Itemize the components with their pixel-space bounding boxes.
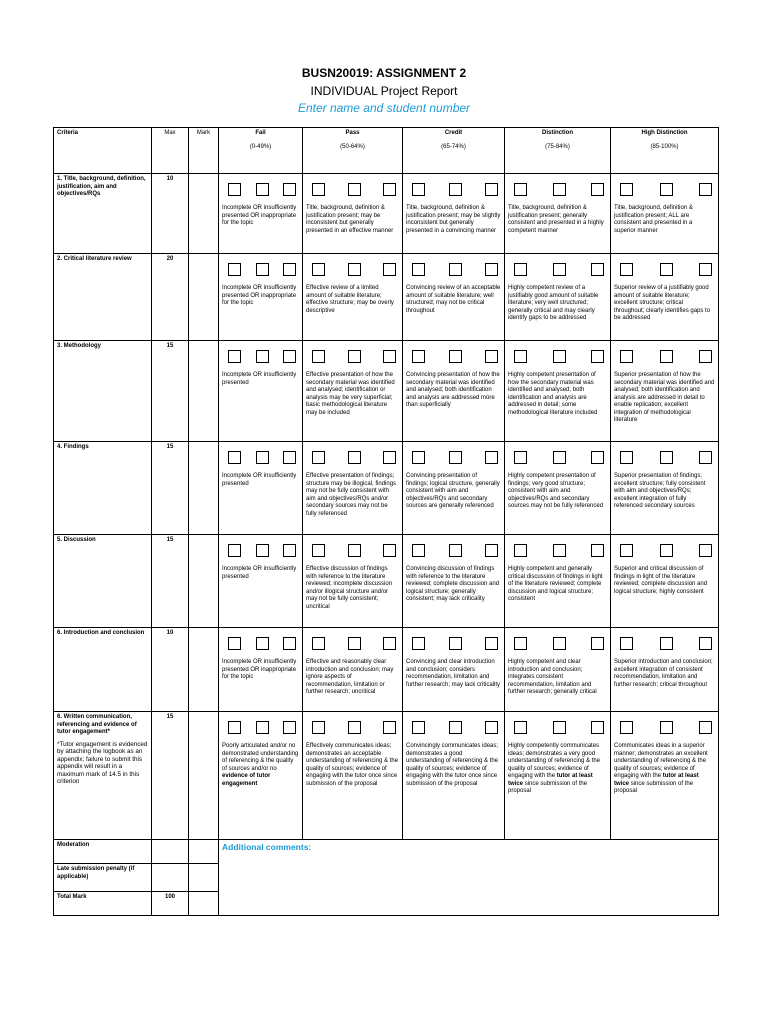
checkbox[interactable] [449,721,462,734]
criterion-max: 15 [152,341,189,442]
grade-cell-pass: Effective discussion of findings with reference to the literature reviewed; incomplete discussion and/or illogical structure and/or may not be fully consistent; uncritical [303,535,403,628]
grade-cell-pass: Effective and reasonably clear introduction and conclusion; may ignore aspects of recommendation, limitation or further research; uncritical [303,628,403,712]
tutor-engagement-note: *Tutor engagement is evidenced by attaching the logbook as an appendix; failure to submit this appendix will result in a maximum mark of 14.5 in this criterion [57,740,148,786]
checkbox[interactable] [228,350,241,363]
total-label: Total Mark [54,892,152,916]
grade-cell-pass: Effective presentation of findings; structure may be illogical, findings may not be fully consistent with aim and objectives/RQs and/or secondary sources may not be fully referenced [303,442,403,535]
table-row [54,712,719,840]
grade-cell-credit: Convincing review of an acceptable amount of suitable literature; well structured; may not be critical throughout [403,254,505,341]
grade-cell-fail: Incomplete OR insufficiently presented OR inappropriate for the topic [219,254,303,341]
mark-cell[interactable] [189,712,219,840]
criterion-label: 6. Introduction and conclusion [54,628,152,712]
checkbox[interactable] [228,451,241,464]
checkbox[interactable] [312,263,325,276]
checkbox[interactable] [699,544,712,557]
criterion-label: 4. Findings [54,442,152,535]
criterion-max: 15 [152,442,189,535]
checkbox[interactable] [485,183,498,196]
checkbox[interactable] [591,721,604,734]
checkbox[interactable] [449,637,462,650]
criterion-max: 15 [152,535,189,628]
criterion-max: 10 [152,174,189,254]
marking-rubric-table [53,127,719,916]
grade-cell-credit: Convincingly communicates ideas; demonstrates a good understanding of referencing & the quality of sources; evidence of engaging with the tutor once since submission of the proposal [403,712,505,840]
mark-cell[interactable] [189,341,219,442]
checkbox[interactable] [553,637,566,650]
checkbox[interactable] [553,721,566,734]
checkbox[interactable] [348,544,361,557]
checkbox[interactable] [383,451,396,464]
grade-cell-fail: Incomplete OR insufficiently presented [219,341,303,442]
checkbox[interactable] [660,183,673,196]
checkbox[interactable] [283,544,296,557]
grade-cell-distinction: Title, background, definition & justification present; generally consistent and presented in a highly competent manner [505,174,611,254]
moderation-label: Moderation [54,840,152,864]
checkbox[interactable] [312,637,325,650]
checkbox[interactable] [256,637,269,650]
checkbox[interactable] [412,637,425,650]
checkbox[interactable] [553,451,566,464]
criterion-max: 20 [152,254,189,341]
checkbox[interactable] [383,183,396,196]
max-header: Max [152,128,189,174]
checkbox[interactable] [553,544,566,557]
checkbox[interactable] [553,350,566,363]
checkbox[interactable] [228,544,241,557]
table-row [54,341,719,442]
checkbox[interactable] [591,183,604,196]
checkbox[interactable] [553,263,566,276]
checkbox[interactable] [620,451,633,464]
checkbox[interactable] [283,183,296,196]
checkbox[interactable] [514,721,527,734]
checkbox[interactable] [283,721,296,734]
checkbox[interactable] [348,183,361,196]
grade-cell-high-distinction: Superior presentation of how the secondary material was identified and analysed; both identification and analysis are addressed in detail to enable replication; excellent integration of methodological literature [611,341,719,442]
grade-cell-fail: Incomplete OR insufficiently presented [219,535,303,628]
additional-comments-field[interactable] [219,840,719,916]
grade-cell-fail: Incomplete OR insufficiently presented OR inappropriate for the topic [219,174,303,254]
grade-cell-distinction: Highly competent and clear introduction and conclusion; integrates consistent recommendation, limitation and further research; generally critical [505,628,611,712]
grade-cell-credit: Title, background, definition & justification present; may be slightly inconsistent but generally presented in a convincing manner [403,174,505,254]
criteria-header: Criteria [54,128,152,174]
grade-cell-high-distinction: Communicates ideas in a superior manner; demonstrates an excellent understanding of referencing & the quality of sources; evidence of engaging with the tutor at least twice since submission of the proposal [611,712,719,840]
checkbox[interactable] [699,451,712,464]
checkbox[interactable] [514,263,527,276]
table-row [54,174,719,254]
moderation-row [54,840,719,864]
checkbox[interactable] [620,721,633,734]
checkbox[interactable] [660,451,673,464]
criterion-max: 10 [152,628,189,712]
checkbox[interactable] [312,183,325,196]
checkbox[interactable] [660,544,673,557]
moderation-mark[interactable] [189,840,219,864]
grade-cell-distinction: Highly competently communicates ideas; demonstrates a very good understanding of referencing & the quality of sources; evidence of engaging with the tutor at least twice since submission of the proposal [505,712,611,840]
checkbox[interactable] [228,183,241,196]
rubric-header-row [54,128,719,174]
checkbox[interactable] [699,263,712,276]
checkbox[interactable] [620,637,633,650]
checkbox[interactable] [383,263,396,276]
checkbox[interactable] [383,637,396,650]
checkbox[interactable] [591,451,604,464]
checkbox[interactable] [412,183,425,196]
grade-cell-distinction: Highly competent presentation of how the secondary material was identified and analysed; both identification and analysis are addressed in detail; some methodological literature included [505,341,611,442]
checkbox[interactable] [485,263,498,276]
mark-header: Mark [189,128,219,174]
checkbox[interactable] [312,544,325,557]
checkbox[interactable] [283,350,296,363]
checkbox[interactable] [348,721,361,734]
checkbox[interactable] [591,263,604,276]
grade-cell-fail: Poorly articulated and/or no demonstrated understanding of referencing & the quality of sources and/or no evidence of tutor engagement [219,712,303,840]
checkbox[interactable] [514,183,527,196]
checkbox[interactable] [553,183,566,196]
checkbox[interactable] [348,451,361,464]
checkbox[interactable] [348,637,361,650]
checkbox[interactable] [699,721,712,734]
grade-cell-pass: Effectively communicates ideas; demonstrates an acceptable understanding of referencing & the quality of sources; evidence of engaging with the tutor once since submission of the proposal [303,712,403,840]
checkbox[interactable] [699,637,712,650]
checkbox[interactable] [620,544,633,557]
grade-header-high-distinction: High Distinction (85-100%) [611,128,719,174]
late-penalty-mark[interactable] [189,864,219,892]
checkbox[interactable] [485,451,498,464]
grade-cell-pass: Effective presentation of how the secondary material was identified and analysed; identification or analysis may be very superficial; basic methodological literature may be included [303,341,403,442]
criterion-label: 1. Title, background, definition, justification, aim and objectives/RQs [54,174,152,254]
checkbox[interactable] [383,544,396,557]
checkbox[interactable] [412,350,425,363]
checkbox[interactable] [660,350,673,363]
table-row [54,254,719,341]
student-name-placeholder[interactable]: Enter name and student number [297,101,471,115]
checkbox[interactable] [514,350,527,363]
checkbox[interactable] [348,263,361,276]
late-penalty-label: Late submission penalty (if applicable) [54,864,152,892]
checkbox[interactable] [383,721,396,734]
checkbox[interactable] [485,721,498,734]
mark-cell[interactable] [189,254,219,341]
checkbox[interactable] [228,721,241,734]
criterion-max: 15 [152,712,189,840]
grade-cell-distinction: Highly competent presentation of findings; very good structure; consistent with aim and objectives/RQs and secondary sources may not be fully referenced [505,442,611,535]
checkbox[interactable] [412,451,425,464]
mark-cell[interactable] [189,442,219,535]
grade-cell-high-distinction: Superior review of a justifiably good amount of suitable literature; excellent structure; critical throughout; clearly identifies gaps to be addressed [611,254,719,341]
checkbox[interactable] [256,263,269,276]
checkbox[interactable] [383,350,396,363]
mark-cell[interactable] [189,535,219,628]
assignment-title: BUSN20019: ASSIGNMENT 2 [301,66,467,80]
grade-cell-fail: Incomplete OR insufficiently presented [219,442,303,535]
table-row [54,442,719,535]
checkbox[interactable] [256,350,269,363]
additional-comments-label: Additional comments: [222,842,312,852]
checkbox[interactable] [620,350,633,363]
checkbox[interactable] [256,451,269,464]
checkbox[interactable] [449,183,462,196]
checkbox[interactable] [412,263,425,276]
checkbox[interactable] [699,183,712,196]
grade-cell-high-distinction: Title, background, definition & justification present; ALL are consistent and presented in a superior manner [611,174,719,254]
moderation-max [152,840,189,864]
checkbox[interactable] [660,263,673,276]
grade-cell-credit: Convincing presentation of how the secondary material was identified and analysed; both identification and analysis are addressed more than superficially [403,341,505,442]
late-penalty-max [152,864,189,892]
checkbox[interactable] [660,637,673,650]
checkbox[interactable] [620,263,633,276]
grade-header-pass: Pass (50-64%) [303,128,403,174]
checkbox[interactable] [256,544,269,557]
criterion-label: 3. Methodology [54,341,152,442]
checkbox[interactable] [283,263,296,276]
grade-cell-high-distinction: Superior and critical discussion of findings in light of the literature reviewed; complete discussion and logical structure; highly consistent [611,535,719,628]
grade-cell-pass: Effective review of a limited amount of suitable literature; effective structure; may be overly descriptive [303,254,403,341]
table-row [54,628,719,712]
total-max: 100 [152,892,189,916]
checkbox[interactable] [228,637,241,650]
checkbox[interactable] [620,183,633,196]
checkbox[interactable] [514,637,527,650]
grade-cell-high-distinction: Superior introduction and conclusion; excellent integration of consistent recommendation, limitation and further research; critical throughout [611,628,719,712]
checkbox[interactable] [283,451,296,464]
checkbox[interactable] [256,721,269,734]
grade-cell-pass: Title, background, definition & justification present; may be inconsistent but generally presented in an effective manner [303,174,403,254]
checkbox[interactable] [283,637,296,650]
grade-cell-credit: Convincing presentation of findings; logical structure, generally consistent with aim and objectives/RQs and secondary sources are generally referenced [403,442,505,535]
grade-cell-distinction: Highly competent and generally critical discussion of findings in light of the literature reviewed; complete discussion and logical structure; consistent [505,535,611,628]
checkbox[interactable] [449,263,462,276]
grade-header-fail: Fail (0-49%) [219,128,303,174]
checkbox[interactable] [228,263,241,276]
total-mark[interactable] [189,892,219,916]
grade-cell-distinction: Highly competent review of a justifiably good amount of suitable literature; very well structured; generally critical and may clearly identify gaps to be addressed [505,254,611,341]
table-row [54,535,719,628]
checkbox[interactable] [312,451,325,464]
checkbox[interactable] [591,637,604,650]
checkbox[interactable] [348,350,361,363]
checkbox[interactable] [514,451,527,464]
criterion-label: 2. Critical literature review [54,254,152,341]
checkbox[interactable] [256,183,269,196]
checkbox[interactable] [312,721,325,734]
grade-cell-credit: Convincing and clear introduction and conclusion; considers recommendation, limitation and further research; may lack criticality [403,628,505,712]
grade-header-distinction: Distinction (75-84%) [505,128,611,174]
grade-cell-high-distinction: Superior presentation of findings; excellent structure; fully consistent with aim and objectives/RQs; excellent integration of fully referenced secondary sources [611,442,719,535]
checkbox[interactable] [312,350,325,363]
mark-cell[interactable] [189,174,219,254]
grade-cell-fail: Incomplete OR insufficiently presented OR inappropriate for the topic [219,628,303,712]
checkbox[interactable] [449,451,462,464]
checkbox[interactable] [449,544,462,557]
checkbox[interactable] [485,637,498,650]
checkbox[interactable] [485,544,498,557]
checkbox[interactable] [591,544,604,557]
criterion-label: 6. Written communication, referencing and evidence of tutor engagement* *Tutor engagement is evidenced by attaching the logbook as an appendix; failure to submit this appendix will result in a maximum mark of 14.5 in this criterion [54,712,152,840]
checkbox[interactable] [699,350,712,363]
checkbox[interactable] [412,721,425,734]
checkbox[interactable] [412,544,425,557]
checkbox[interactable] [449,350,462,363]
grade-cell-credit: Convincing discussion of findings with reference to the literature reviewed; complete discussion and logical structure; generally consistent; may lack criticality [403,535,505,628]
checkbox[interactable] [591,350,604,363]
checkbox[interactable] [660,721,673,734]
checkbox[interactable] [485,350,498,363]
assignment-subtitle: INDIVIDUAL Project Report [310,84,458,98]
criterion-label: 5. Discussion [54,535,152,628]
mark-cell[interactable] [189,628,219,712]
checkbox[interactable] [514,544,527,557]
grade-header-credit: Credit (65-74%) [403,128,505,174]
